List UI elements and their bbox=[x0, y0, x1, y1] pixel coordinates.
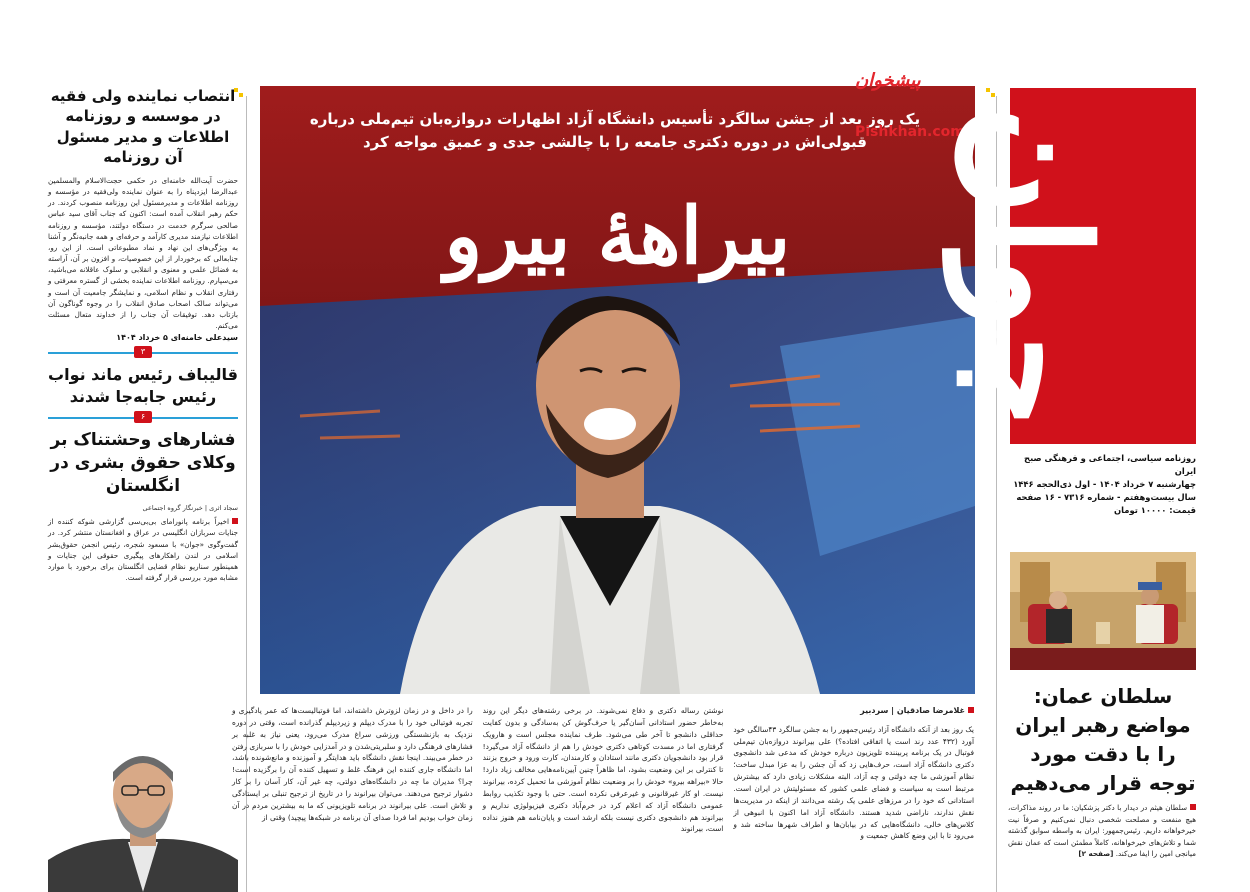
issue-date: چهارشنبه ۷ خرداد ۱۴۰۴ - اول ذی‌الحجه ۱۴۴۶ bbox=[1013, 479, 1196, 490]
page-reference[interactable]: [صفحه ۲] bbox=[1078, 849, 1114, 859]
story-headline[interactable]: سلطان عمان: مواضع رهبر ایران را با دقت مورد توجه قرار می‌دهیم bbox=[1010, 684, 1196, 795]
issue-number: سال بیست‌وهفتم - شماره ۷۳۱۶ - ۱۶ صفحه bbox=[1016, 492, 1196, 503]
story-body: اخیراً برنامه پانورامای بی‌بی‌سی گزارشی شوکه کننده از جنایات سربازان انگلیسی در عراق و افغانستان منتشر کرد. در گفت‌وگوی «جوان» با مسعود شجره، رئیس انجمن حقوق‌بشر اسلامی در لندن راهکارهای پیگیری حقوقی این جنایات و همینطور سناریو نظام قضایی انگلستان برای برخورد با موارد مشابه مورد بررسی قرار گرفته است. bbox=[48, 517, 238, 582]
watermark-logo: پیشخوان bbox=[855, 70, 921, 91]
article-text: یک روز بعد از آنکه دانشگاه آزاد رئیس‌جمهور را به جشن سالگرد ۴۳سالگی خود آورد (۴۳۲ عدد رند است یا اتفاقی افتاده؟) علی بیرانوند دروازه‌بان تیم‌ملی فوتبال در یک برنامه پربیننده تلویزیون درباره خودش که مدعی شد دانشجوی دکتری دانشگاه آزاد است، حرف‌هایی زد که آن جشن را به عزا مبدل ساخت؛ نظام آموزشی ما چه دولتی و چه آزاد، البته مشکلات زیادی دارد که بیشترش مرتبط است به سیاست و فضای علمی کشور که مسئولیتش در ایران است. استادانی که خود را در مرزهای علمی یک رشته می‌دانند از اینکه در مدیریت‌ها نقش ندارند، ناراضی شدید هستند. دانشگاه آزاد اما اکنون با انبوهی از کلاس‌های خالی، دانشگاه‌هایی که در بیابان‌ها و اطراف شهرها ساخته شد و می‌رود تا با این وضع کاهش جمعیت و bbox=[733, 724, 974, 841]
issue-price: قیمت: ۱۰۰۰۰ تومان bbox=[1113, 505, 1196, 516]
section-separator bbox=[48, 347, 238, 357]
issue-info-line: روزنامه سیاسی، اجتماعی و فرهنگی صبح ایران bbox=[1024, 453, 1196, 477]
portrait-photo bbox=[48, 742, 238, 892]
story-body: سلطان هیثم در دیدار با دکتر پزشکیان: ما در روند مذاکرات، هیچ منفعت و مصلحت شخصی دنبال نمی‌کنیم و صرفاً نیت خیرخواهانه داریم. رئیس‌جمهور: ایران به واسطه سوابق گذشته شما و تلاش‌های خیرخواهانه، کاملاً مطمئن است که عمان نقش میانجی امین را ایفا می‌کند. [صفحه ۲] bbox=[1008, 803, 1196, 859]
page-number-badge: ۳ bbox=[134, 346, 152, 358]
story-headline[interactable]: انتصاب نماینده ولی فقیه در موسسه و روزنامه اطلاعات و مدیر مسئول آن روزنامه bbox=[50, 87, 236, 166]
bullet-icon bbox=[232, 518, 238, 524]
watermark-url: Pishkhan.com bbox=[855, 124, 965, 140]
section-separator bbox=[48, 412, 238, 422]
hero-headline[interactable]: بیراههٔ بیرو bbox=[444, 191, 791, 282]
story-headline[interactable]: قالیباف رئیس ماند نواب رئیس جابه‌جا شدند bbox=[48, 365, 238, 406]
story-byline: سجاد اثری | خبرنگار گروه اجتماعی bbox=[142, 504, 238, 513]
page-number-badge: ۶ bbox=[134, 411, 152, 423]
article-byline: غلامرضا صادقیان | سردبیر bbox=[733, 705, 974, 718]
story-headline[interactable]: فشارهای وحشتناک بر وکلای حقوق بشری در انگلستان bbox=[50, 430, 236, 497]
hero-photo bbox=[260, 86, 975, 694]
hero-kicker: یک روز بعد از جشن سالگرد تأسیس دانشگاه آزاد اظهارات دروازه‌بان تیم‌ملی درباره قبولی‌اش در دوره دکتری جامعه را با چالشی جدی و عمیق مواجه کرد bbox=[309, 110, 921, 152]
hero-image[interactable] bbox=[260, 86, 975, 694]
article-column bbox=[733, 705, 974, 892]
corner-marker-icon bbox=[986, 88, 996, 98]
masthead-logo[interactable] bbox=[945, 88, 1196, 444]
masthead-logo-art bbox=[945, 88, 1196, 444]
issue-info bbox=[1010, 452, 1196, 517]
story-body: حضرت آیت‌الله خامنه‌ای در حکمی حجت‌الاسلام والمسلمین عبدالرضا ایزدپناه را به عنوان نماینده ولی‌فقیه در مؤسسه و روزنامه اطلاعات و مدیرمسئول این روزنامه منصوب کردند. در حکم رهبر انقلاب آمده است: اکنون که جناب آقای سید عباس صالحی سرگرم خدمت در دستگاه دولتند، مؤسسه و روزنامه اطلاعات نیازمند مدیری کارآمد و حرفه‌ای و همه جانبه‌نگر و آشنا به ویژگی‌های این نهاد و نماد مطبوعاتی است. از این رو، جنابعالی که برخوردار از این خصوصیات، و افزون بر آن، آراسته به فضائل علمی و معنوی و انقلابی و سلوک عاقلانه می‌باشید، می‌سپارم. روزنامه اطلاعات نماینده بخشی از گستره معرفتی و رفتاری انقلاب و نظام اسلامی، و نمایشگر جامعیت آن است و می‌تواند سالک اصحاب صادق انقلاب را در وجوه گوناگون آن بازتاب دهد. توفیقات آن جناب را از خداوند متعال مسئلت می‌کنم. bbox=[48, 176, 238, 331]
editorial-article bbox=[232, 705, 974, 892]
story-signature: سیدعلی خامنه‌ای ۵ خرداد ۱۴۰۴ bbox=[116, 333, 238, 343]
meeting-photo[interactable] bbox=[1010, 552, 1196, 670]
masthead-text: جوان bbox=[945, 104, 1121, 428]
article-column: را در داخل و در زمان لزوترش داشته‌اند، اما فوتبالیست‌ها که عمر یادگیری و تجربه فوتبالی خود را با مدرک دیپلم و زیردیپلم گذرانده است، وقتی در دوره نزدیک به بازنشستگی ورزشی سراغ مدرک می‌رود، یعنی نیاز به غلبه بر فشارهای فرهنگی دارد و سلبریتی‌شدن و در آمدزایی خودش را با سربازی رفتن در خطر می‌بیند. اینجا نقش دانشگاه باید هدایتگر و آموزنده و مانع‌شونده باشد، اما دانشگاه جاری کننده این فرهنگ غلط و تسهیل کننده آن را برگزیده است! چرا؟ مدیران ما چه در دانشگاه‌های دولتی، چه غیر آن، کار آسان را بر کار دشوار ترجیح می‌دهند. می‌توان بیرانوند را در تاریخ از ترجیح تنبلی بر ایستادگی و تلاش است. علی بیرانوند در برنامه تلویزیونی که ما به بیشترین مردم در آن زمان خواب بودیم اما فردا صدای آن برنامه در شبکه‌ها پیچید) وقتی از bbox=[231, 706, 473, 822]
bullet-icon bbox=[1190, 804, 1196, 810]
article-column: نوشتن رساله دکتری و دفاع نمی‌شوند. در برخی رشته‌های دیگر این روند به‌خاطر حضور استادانی آسان‌گیر یا حرف‌گوش کن به‌سادگی و بدون کفایت حداقلی دانشجو تا آخر طی می‌شود. طرف نماینده مجلس است و هارویک گرفتاری اما در مسدت کوتاهی دکتری خودش را هم از دانشگاه آزاد می‌گیرد! قرار بود دانشجویان دکتری مانند استادان و کارمندان، کارت ورود و خروج بزنند تا کنترلی بر این وضعیت بشود، اما ظاهراً چنین آیین‌نامه‌هایی مخالف زیاد دارد! حالا «بیراهه بیرو» خودش را بر وضعیت نظام آموزشی ما تحمیل کرده، بیرانوند نیست. او کار غیرقانونی و غیرعرفی نکرده است. حتی با وجود تکذیب روابط عمومی دانشگاه آزاد که اعلام کرد در خرم‌آباد دکتری فیزیولوژی نداریم و بیرانوند هم دانشجوی دکتری نیست بلکه ارشد است و پایان‌نامه هم هنوز نداده است، بیرانوند bbox=[482, 706, 724, 834]
bullet-icon bbox=[968, 707, 974, 713]
